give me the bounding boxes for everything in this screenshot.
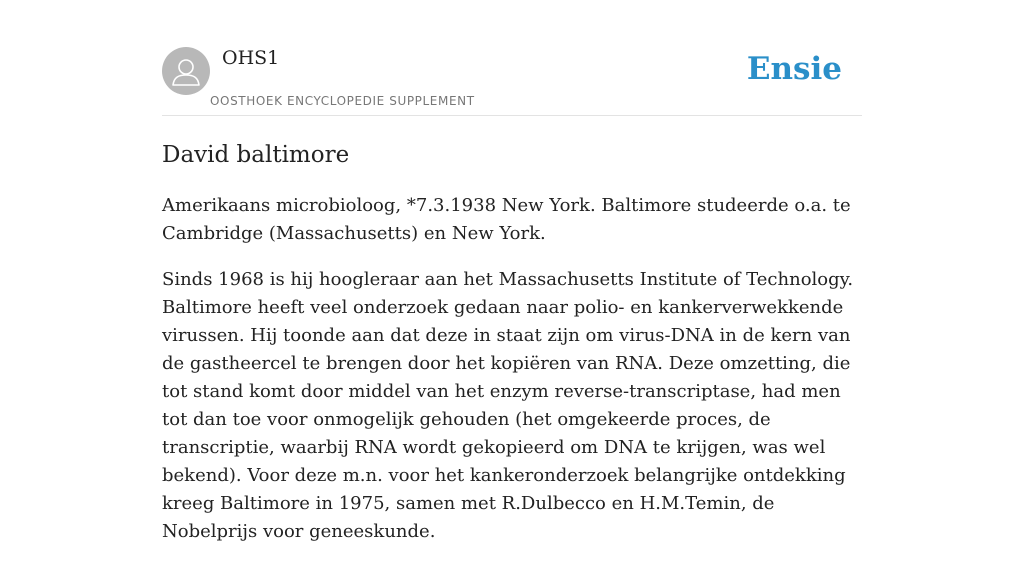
article-header bbox=[162, 40, 862, 116]
article-paragraph: Amerikaans microbioloog, *7.3.1938 New York. Baltimore studeerde o.a. te Cambridge (Massachusetts) en New York. bbox=[162, 195, 851, 244]
user-avatar-icon[interactable] bbox=[162, 47, 210, 95]
article-body bbox=[162, 192, 866, 564]
brand-logo[interactable]: Ensie bbox=[746, 51, 842, 87]
article-paragraph: Sinds 1968 is hij hoogleraar aan het Massachusetts Institute of Technology. Baltimore heeft veel onderzoek gedaan naar polio- en kankerverwekkende virussen. Hij toonde aan dat deze in staat zijn om virus-DNA in de kern van de gastheercel te brengen door het kopiëren van RNA. Deze omzetting, die tot stand komt door middel van het enzym reverse-transcriptase, had men tot dan toe voor onmogelijk gehouden (het omgekeerde proces, de transcriptie, waarbij RNA wordt gekopieerd om DNA te krijgen, was wel bekend). Voor deze m.n. voor het kankeronderzoek belangrijke ontdekking kreeg Baltimore in 1975, samen met R.Dulbecco en H.M.Temin, de Nobelprijs voor geneeskunde. bbox=[162, 269, 854, 542]
source-label[interactable]: OOSTHOEK ENCYCLOPEDIE SUPPLEMENT bbox=[210, 94, 475, 108]
author-username[interactable]: OHS1 bbox=[222, 47, 280, 69]
article-title: David baltimore bbox=[162, 142, 350, 168]
